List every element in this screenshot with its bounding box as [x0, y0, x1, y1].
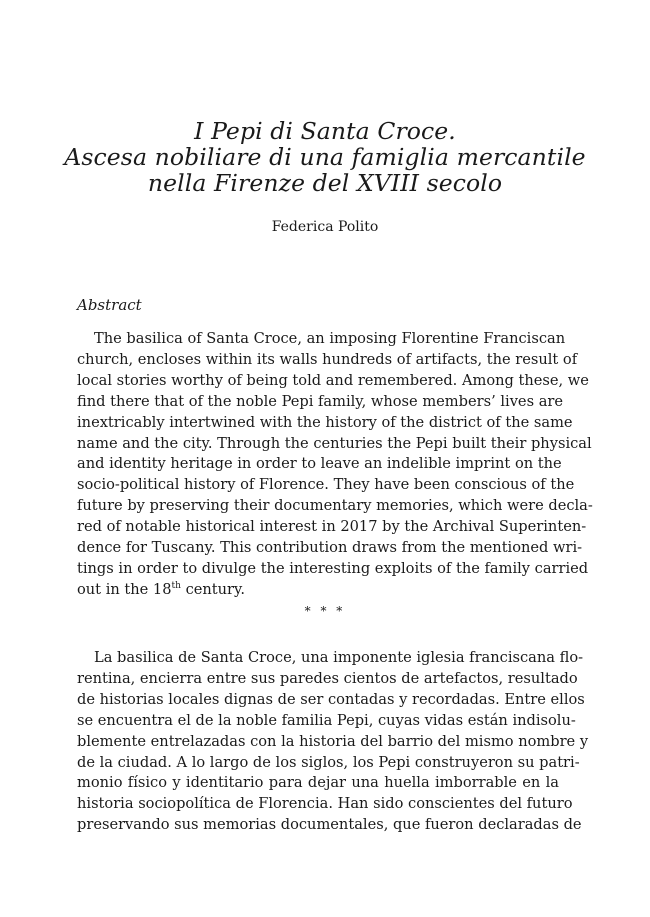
abstract-en-last-prefix: out in the 18 — [77, 580, 172, 598]
abstract-heading: Abstract — [77, 296, 142, 314]
abstract-en-line: and identity heritage in order to leave an indelible imprint on the — [77, 455, 562, 473]
title-line-3: nella Firenze del XVIII secolo — [147, 169, 503, 197]
abstract-es-line: monio físico y identitario para dejar una huella imborrable en la — [77, 774, 559, 792]
title-line-1: I Pepi di Santa Croce. — [194, 117, 456, 145]
abstract-es-line: rentina, encierra entre sus paredes cientos de artefactos, resultado — [77, 669, 578, 687]
abstract-spanish-paragraph — [77, 648, 589, 836]
abstract-en-line: find there that of the noble Pepi family, whose members’ lives are — [77, 392, 564, 410]
abstract-en-last-line — [77, 580, 559, 601]
title-line-2: Ascesa nobiliare di una famiglia mercantile — [64, 143, 586, 171]
abstract-en-line: inextricably intertwined with the history of the district of the same — [77, 413, 573, 431]
abstract-en-line: name and the city. Through the centuries the Pepi built their physical — [77, 434, 592, 452]
article-title — [0, 118, 650, 196]
abstract-es-line: historia sociopolítica de Florencia. Han sido conscientes del futuro — [77, 795, 573, 813]
abstract-en-last-suffix: century. — [180, 580, 245, 598]
abstract-es-line: La basilica de Santa Croce, una imponente iglesia franciscana flo- — [94, 649, 584, 666]
abstract-en-line: socio-political history of Florence. They have been conscious of the — [77, 476, 575, 494]
abstract-es-line: se encuentra el de la noble familia Pepi, cuyas vidas están indisolu- — [77, 711, 576, 729]
ordinal-superscript: th — [171, 580, 181, 591]
abstract-en-line: local stories worthy of being told and remembered. Among these, we — [77, 371, 589, 389]
abstract-es-line: blemente entrelazadas con la historia del barrio del mismo nombre y — [77, 732, 589, 750]
abstract-es-line: preservando sus memorias documentales, que fueron declaradas de — [77, 816, 582, 834]
abstract-en-line: The basilica of Santa Croce, an imposing Florentine Franciscan — [94, 330, 566, 347]
abstract-en-line: church, encloses within its walls hundreds of artifacts, the result of — [77, 350, 578, 368]
abstract-en-line: tings in order to divulge the interesting exploits of the family carried — [77, 559, 589, 577]
abstract-en-line: dence for Tuscany. This contribution draws from the mentioned wri- — [77, 539, 583, 557]
abstract-es-line: de la ciudad. A lo largo de los siglos, los Pepi construyeron su patri- — [77, 753, 580, 771]
abstract-en-line: future by preserving their documentary memories, which were decla- — [77, 497, 593, 515]
abstract-english-paragraph — [77, 329, 593, 601]
abstract-es-line: de historias locales dignas de ser contadas y recordadas. Entre ellos — [77, 690, 585, 708]
section-separator: * * * — [304, 604, 346, 618]
abstract-en-line: red of notable historical interest in 2017 by the Archival Superinten- — [77, 518, 587, 536]
author-name: Federica Polito — [271, 219, 379, 235]
